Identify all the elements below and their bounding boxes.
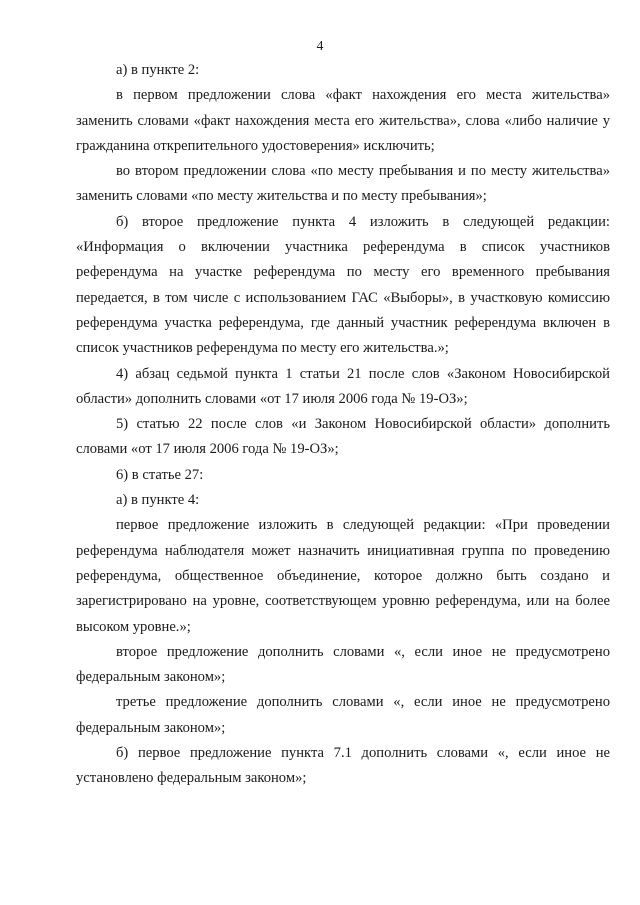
paragraph: в первом предложении слова «факт нахождения его места жительства» заменить словами «факт нахождения места его жительства», слова «либо наличие у гражданина открепительного удостоверения» исключить;: [76, 87, 610, 154]
page-number: 4: [316, 38, 324, 53]
paragraph: 4) абзац седьмой пункта 1 статьи 21 после слов «Законом Новосибирской области» дополнить словами «от 17 июля 2006 года № 19-ОЗ»;: [76, 365, 610, 407]
paragraph: второе предложение дополнить словами «, если иное не предусмотрено федеральным законом»;: [76, 643, 610, 686]
paragraph: во втором предложении слова «по месту пребывания и по месту жительства» заменить словами «по месту жительства и по месту пребывания»;: [76, 163, 610, 205]
paragraph: 5) статью 22 после слов «и Законом Новосибирской области» дополнить словами «от 17 июля 2006 года № 19-ОЗ»;: [76, 416, 610, 458]
paragraph: а) в пункте 2:: [116, 62, 200, 78]
paragraph: третье предложение дополнить словами «, если иное не предусмотрено федеральным законом»;: [76, 694, 610, 736]
document-body: [76, 58, 610, 792]
paragraph: а) в пункте 4:: [116, 492, 200, 509]
paragraph: б) второе предложение пункта 4 изложить в следующей редакции: «Информация о включении участника референдума в список участников референдума на участке референдума по месту его временного пребывания передается, в том числе с использованием ГАС «Выборы», в участковую комиссию референдума участка референдума, где данный участник референдума включен в список участников референдума по месту его жительства.»;: [76, 213, 610, 357]
paragraph: первое предложение изложить в следующей редакции: «При проведении референдума наблюдателя может назначить инициативная группа по проведению референдума, общественное объединение, которое должно быть создано и зарегистрировано на уровне, соответствующем уровню референдума, или на более высоком уровне.»;: [76, 517, 610, 635]
paragraph: 6) в статье 27:: [116, 466, 204, 483]
paragraph: б) первое предложение пункта 7.1 дополнить словами «, если иное не установлено федеральным законом»;: [76, 745, 610, 787]
